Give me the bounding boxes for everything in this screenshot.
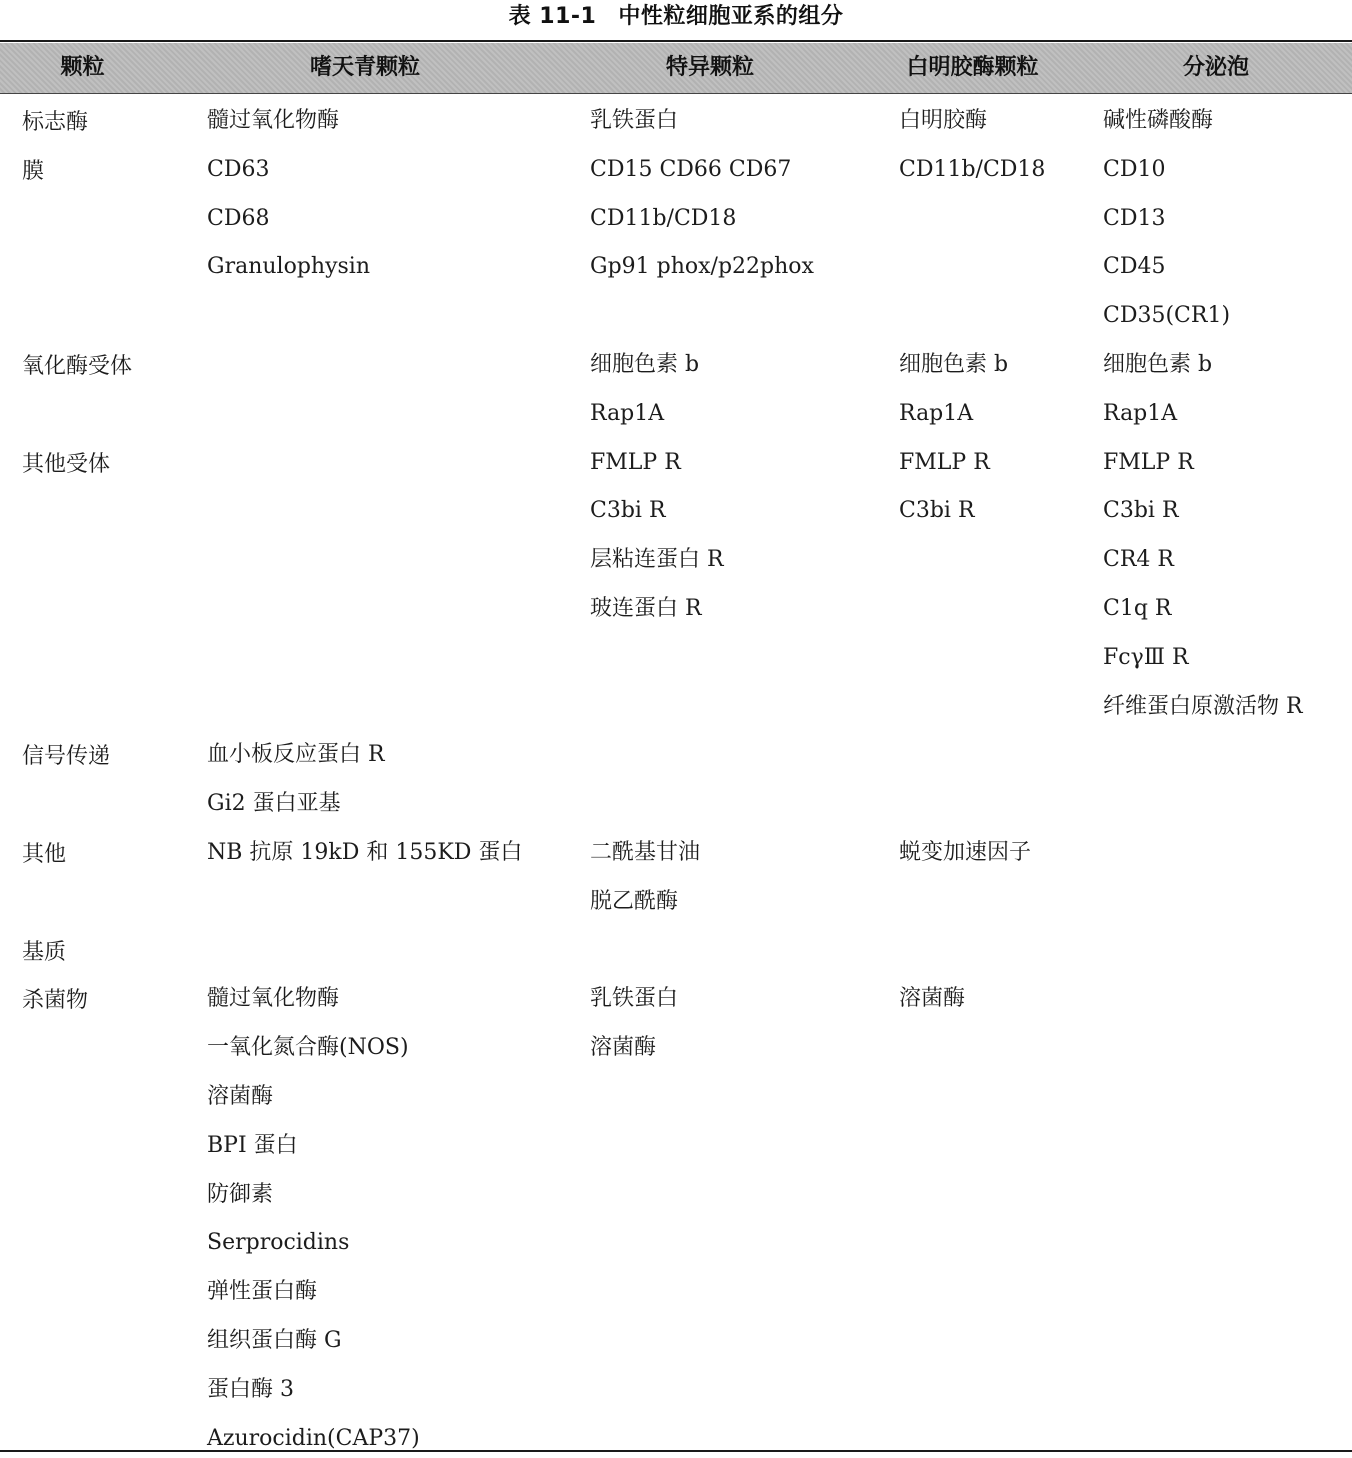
cell-specific: Rap1A: [590, 400, 665, 426]
table-bottom-rule: [0, 1450, 1352, 1452]
cell-gelatinase: 蜕变加速因子: [899, 840, 1032, 865]
cell-specific: 乳铁蛋白: [590, 108, 679, 133]
cell-specific: CD15 CD66 CD67: [590, 156, 792, 182]
cell-secretory: Rap1A: [1103, 400, 1178, 426]
table-caption: [0, 0, 1352, 36]
cell-secretory: FMLP R: [1103, 449, 1194, 475]
row-label: 其他受体: [22, 451, 111, 477]
cell-secretory: CD13: [1103, 205, 1166, 231]
row-label: 杀菌物: [22, 988, 89, 1014]
table-number: 表 11-1: [508, 4, 597, 29]
cell-specific: C3bi R: [590, 498, 666, 524]
cell-azurophil: 溶菌酶: [207, 1084, 274, 1109]
cell-azurophil: NB 抗原 19kD 和 155KD 蛋白: [207, 840, 523, 865]
cell-azurophil: CD68: [207, 205, 270, 231]
cell-gelatinase: 细胞色素 b: [899, 352, 1009, 377]
cell-azurophil: Azurocidin(CAP37): [207, 1425, 420, 1451]
cell-specific: 乳铁蛋白: [590, 986, 679, 1012]
cell-gelatinase: 白明胶酶: [899, 108, 988, 133]
cell-secretory: CR4 R: [1103, 547, 1174, 573]
cell-gelatinase: FMLP R: [899, 449, 990, 475]
cell-specific: 细胞色素 b: [590, 352, 700, 377]
cell-azurophil: 蛋白酶 3: [207, 1376, 294, 1402]
cell-azurophil: 组织蛋白酶 G: [207, 1328, 342, 1353]
cell-gelatinase: CD11b/CD18: [899, 156, 1046, 182]
cell-secretory: CD45: [1103, 254, 1166, 280]
cell-specific: FMLP R: [590, 449, 681, 475]
cell-specific: CD11b/CD18: [590, 205, 737, 231]
header-specific: 特异颗粒: [665, 55, 754, 80]
cell-specific: 二酰基甘油: [590, 840, 701, 865]
cell-secretory: CD10: [1103, 156, 1166, 182]
cell-azurophil: BPI 蛋白: [207, 1132, 298, 1158]
cell-azurophil: 血小板反应蛋白 R: [207, 742, 385, 768]
cell-secretory: C3bi R: [1103, 498, 1179, 524]
header-granule: 颗粒: [60, 55, 105, 80]
row-label: 其他: [22, 842, 67, 867]
row-label: 膜: [22, 158, 45, 184]
cell-gelatinase: 溶菌酶: [899, 986, 966, 1012]
cell-gelatinase: C3bi R: [899, 498, 975, 524]
cell-azurophil: 髓过氧化物酶: [207, 108, 340, 133]
cell-secretory: 碱性磷酸酶: [1103, 108, 1214, 133]
cell-azurophil: 一氧化氮合酶(NOS): [207, 1035, 409, 1061]
cell-azurophil: Gi2 蛋白亚基: [207, 791, 341, 817]
cell-specific: 溶菌酶: [590, 1035, 657, 1061]
cell-secretory: CD35(CR1): [1103, 303, 1231, 329]
cell-secretory: 纤维蛋白原激活物 R: [1103, 693, 1303, 719]
cell-secretory: FcγⅢ R: [1103, 644, 1189, 670]
cell-secretory: 细胞色素 b: [1103, 352, 1213, 377]
table-top-rule: [0, 40, 1352, 42]
cell-secretory: C1q R: [1103, 596, 1172, 621]
cell-gelatinase: Rap1A: [899, 400, 974, 426]
cell-azurophil: 弹性蛋白酶: [207, 1279, 318, 1305]
cell-specific: 层粘连蛋白 R: [590, 547, 724, 573]
cell-specific: 玻连蛋白 R: [590, 596, 702, 621]
cell-specific: 脱乙酰酶: [590, 888, 679, 914]
cell-azurophil: Granulophysin: [207, 254, 371, 280]
cell-azurophil: Serprocidins: [207, 1230, 350, 1256]
row-label: 标志酶: [22, 110, 89, 135]
table-title: 中性粒细胞亚系的组分: [618, 4, 844, 29]
cell-azurophil: 防御素: [207, 1181, 274, 1207]
cell-azurophil: 髓过氧化物酶: [207, 986, 340, 1012]
cell-azurophil: CD63: [207, 156, 270, 182]
row-label: 信号传递: [22, 744, 111, 770]
header-gelatinase: 白明胶酶颗粒: [906, 55, 1039, 80]
header-secretory: 分泌泡: [1182, 55, 1249, 80]
cell-specific: Gp91 phox/p22phox: [590, 254, 814, 280]
row-label: 基质: [22, 939, 67, 965]
row-label: 氧化酶受体: [22, 354, 133, 379]
header-azurophil: 嗜天青颗粒: [309, 55, 420, 80]
